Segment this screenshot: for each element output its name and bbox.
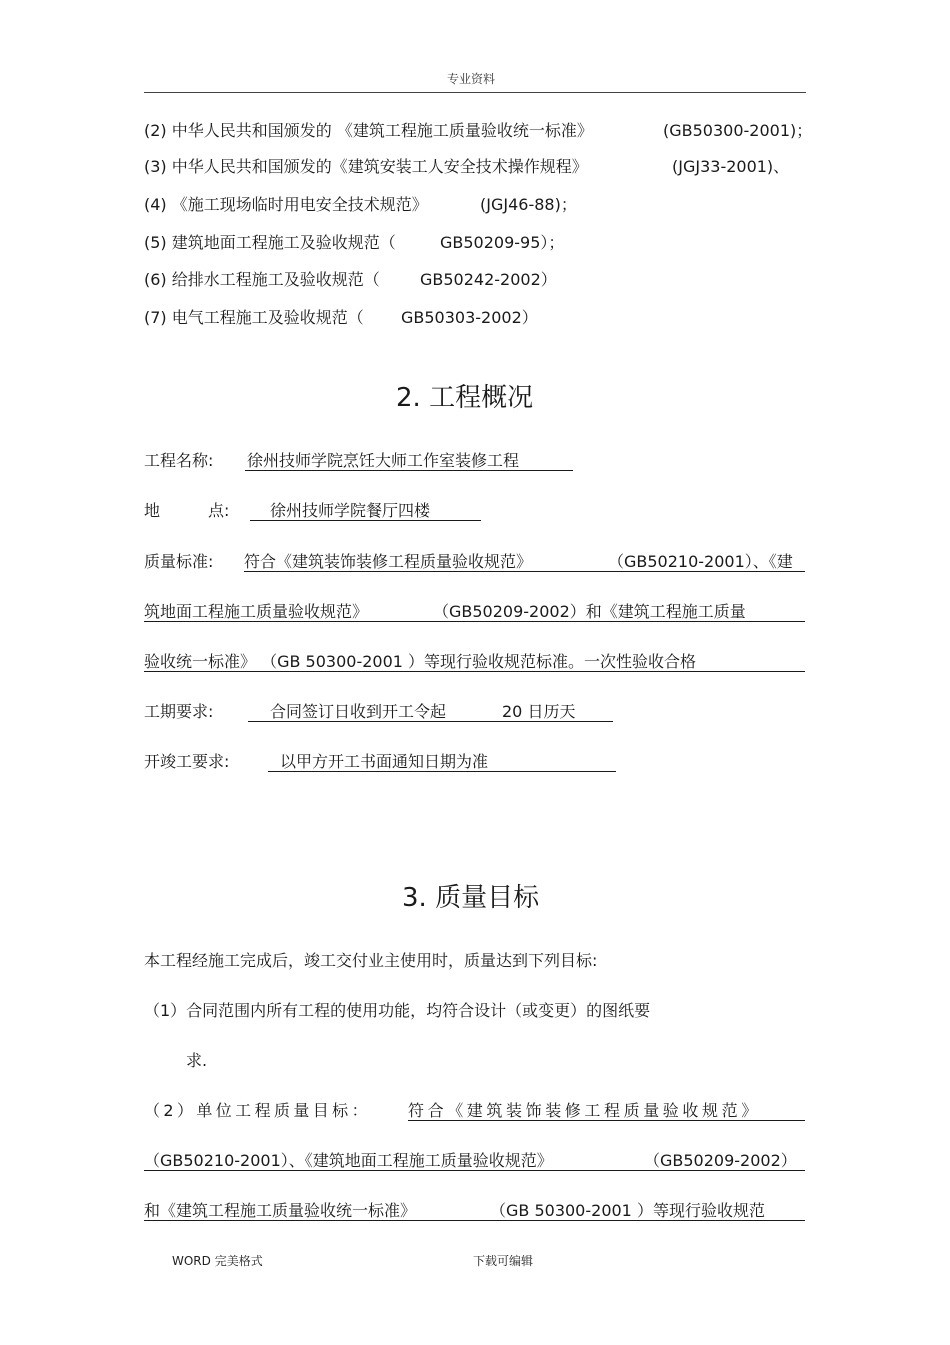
quality-goal-item: （1）合同范围内所有工程的使用功能，均符合设计（或变更）的图纸要 [144,1001,651,1020]
quality-goal-intro: 本工程经施工完成后，竣工交付业主使用时，质量达到下列目标: [144,951,598,970]
footer-left: WORD 完美格式 [172,1254,263,1268]
quality-standard-underline [144,621,805,622]
quality-goal-text: （GB50209-2002） [644,1151,797,1170]
quality-standard-text: （GB50209-2002）和《建筑工程施工质量 [433,602,746,621]
section-heading: 3. 质量目标 [402,883,540,913]
footer-center: 下载可编辑 [473,1254,534,1268]
location-label: 地 [144,501,161,520]
location-label: 点: [208,501,230,520]
duration-value: 合同签订日收到开工令起 [270,702,447,721]
section-heading: 2. 工程概况 [396,383,534,413]
quality-goal-underline [144,1170,805,1171]
quality-standard-underline [144,671,805,672]
schedule-value: 以甲方开工书面通知日期为准 [280,752,489,771]
quality-goal-text: 和《建筑工程施工质量验收统一标准》 [144,1201,417,1220]
schedule-underline [268,771,616,772]
duration-label: 工期要求: [144,702,214,721]
quality-standard-text: 筑地面工程施工质量验收规范》 [144,602,369,621]
quality-goal-text: （GB 50300-2001 ）等现行验收规范 [490,1201,765,1220]
reference-item: (2) 中华人民共和国颁发的 《建筑工程施工质量验收统一标准》 [144,121,593,140]
quality-standard-text: （GB50210-2001）、《建 [608,552,793,571]
reference-item: (3) 中华人民共和国颁发的《建筑安装工人安全技术操作规程》 [144,157,588,176]
reference-code: GB50209-95）； [440,233,565,252]
reference-code: GB50303-2002） [401,308,538,327]
project-name-label: 工程名称: [144,451,214,470]
duration-underline [248,721,613,722]
quality-goal-text: 符合《建筑装饰装修工程质量验收规范》 [408,1101,761,1120]
reference-item: (5) 建筑地面工程施工及验收规范（ [144,233,396,252]
quality-standard-text: 验收统一标准》 （GB 50300-2001 ）等现行验收规范标准。一次性验收合格 [144,652,697,671]
quality-goal-item: 求. [186,1051,208,1070]
reference-item: (6) 给排水工程施工及验收规范（ [144,270,380,289]
quality-goal-text: （GB50210-2001）、《建筑地面工程施工质量验收规范》 [144,1151,553,1170]
quality-goal-underline [408,1120,805,1121]
location-underline [250,520,481,521]
project-name-underline [245,470,573,471]
quality-standard-text: 符合《建筑装饰装修工程质量验收规范》 [244,552,533,571]
quality-standard-label: 质量标准: [144,552,214,571]
duration-value: 20 日历天 [502,702,576,721]
reference-item: (4) 《施工现场临时用电安全技术规范》 [144,195,428,214]
project-name-value: 徐州技师学院烹饪大师工作室装修工程 [247,451,520,470]
quality-goal-item: （2）单位工程质量目标： [144,1101,371,1120]
page-header: 专业资料 [447,72,496,86]
reference-code: (JGJ46-88)； [480,195,577,214]
header-divider [144,92,806,93]
reference-code: GB50242-2002） [420,270,557,289]
quality-standard-underline [244,571,805,572]
reference-item: (7) 电气工程施工及验收规范（ [144,308,364,327]
location-value: 徐州技师学院餐厅四楼 [270,501,431,520]
quality-goal-underline [144,1220,805,1221]
schedule-label: 开竣工要求: [144,752,230,771]
reference-code: (JGJ33-2001)、 [672,157,790,176]
reference-code: (GB50300-2001)； [663,121,813,140]
